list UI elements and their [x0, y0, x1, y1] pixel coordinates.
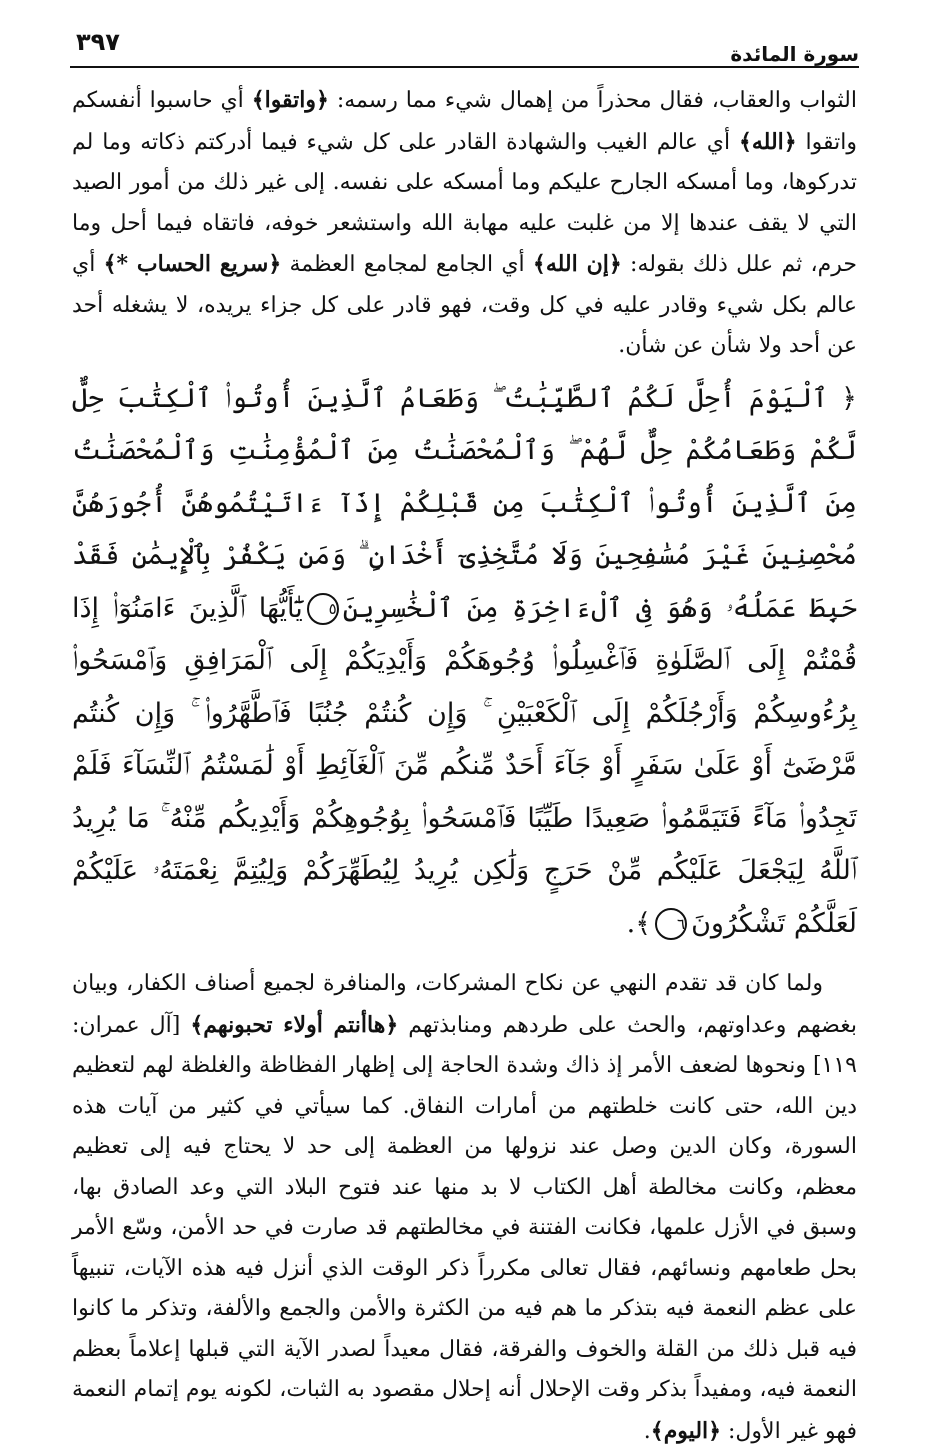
- surah-title: سورة المائدة: [730, 42, 859, 66]
- verse-text: يَٰٓأَيُّهَا ٱلَّذِينَ ءَامَنُوٓا۟ إِذَا قُمْتُمْ إِلَى ٱلصَّلَوٰةِ فَٱغْسِلُوا۟ وُجُوهَكُمْ وَأَيْدِيَكُمْ إِلَى ٱلْمَرَافِقِ وَٱمْسَحُوا۟ بِرُءُوسِكُمْ وَأَرْجُلَكُمْ إِلَى ٱلْكَعْبَيْنِ ۚ وَإِن كُنتُمْ جُنُبًا فَٱطَّهَّرُوا۟ ۚ وَإِن كُنتُم مَّرْضَىٰٓ أَوْ عَلَىٰ سَفَرٍ أَوْ جَآءَ أَحَدٌ مِّنكُم مِّنَ ٱلْغَآئِطِ أَوْ لَٰمَسْتُمُ ٱلنِّسَآءَ فَلَمْ تَجِدُوا۟ مَآءً فَتَيَمَّمُوا۟ صَعِيدًا طَيِّبًا فَٱمْسَحُوا۟ بِوُجُوهِكُمْ وَأَيْدِيكُم مِّنْهُ ۚ مَا يُرِيدُ ٱللَّهُ لِيَجْعَلَ عَلَيْكُم مِّنْ حَرَجٍ وَلَٰكِن يُرِيدُ لِيُطَهِّرَكُمْ وَلِيُتِمَّ نِعْمَتَهُۥ عَلَيْكُمْ لَعَلَّكُمْ تَشْكُرُونَ: [72, 592, 857, 939]
- page-content: [72, 80, 857, 1452]
- text-segment: الثواب والعقاب، فقال محذراً من إهمال شيء مما رسمه:: [328, 88, 857, 113]
- text-segment: .: [643, 1418, 651, 1444]
- verse-close-bracket: ﴾.: [626, 907, 652, 939]
- text-segment: أي الجامع لمجامع العظمة: [281, 252, 533, 277]
- page-header: [70, 26, 859, 68]
- quran-quote: ﴿هاأنتم أولاء تحبونهم﴾: [190, 1011, 399, 1038]
- ayah-number-marker: ٥: [307, 593, 339, 625]
- text-segment: [آل عمران: ١١٩] ونحوها لضعف الأمر إذ ذاك وشدة الحاجة إلى إظهار الفظاظة والغلظة لهم لتعظيم دين الله، حتى كانت خلطتهم من أمارات النفاق. كما سيأتي في كثير من آيات هذه السورة، وكان الدين وصل عند نزولها من العظمة إلى حد لا يحتاج فيه إلى تعظيم معظم، وكانت مخالطة أهل الكتاب لا بد منها عند فتوح البلاد التي وعد الصادق بها، وسبق في الأزل علمها، فكانت الفتنة في مخالطتهم قد صارت في حد الأمن، وسّع الأمر بحل طعامهم ونسائهم، فقال تعالى مكرراً ذكر الوقت الذي أنزل فيه هذه الآيات، تنبيهاً على عظم النعمة فيه بتذكر ما هم فيه من الكثرة والأمن والجمع والألفة، وتذكر ما كانوا فيه قبل ذلك من القلة والخوف والفرقة، فقال معيداً لصدر الآية التي قبلها إعلاماً بعظم النعمة فيه، ومفيداً بذكر وقت الإحلال أنه إحلال مقصود به الثبات، لكونه يوم إتمام النعمة فهو غير الأول:: [72, 1012, 857, 1444]
- quran-quote: ﴿سريع الحساب *﴾: [103, 251, 282, 277]
- quran-quote: ﴿إن الله﴾: [532, 251, 622, 277]
- quran-quote: ﴿اليوم﴾: [650, 1417, 722, 1444]
- text-segment: ولما كان قد تقدم النهي عن نكاح المشركات، والمنافرة لجميع أصناف الكفار، وبيان بغضهم وعداوتهم، والحث على طردهم ومنابذتهم: [72, 971, 857, 1038]
- verse-text: ٱلْيَوْمَ أُحِلَّ لَكُمُ ٱلطَّيِّبَٰتُ ۖ وَطَعَامُ ٱلَّذِينَ أُوتُوا۟ ٱلْكِتَٰبَ حِلٌّ لَّكُمْ وَطَعَامُكُمْ حِلٌّ لَّهُمْ ۖ وَٱلْمُحْصَنَٰتُ مِنَ ٱلْمُؤْمِنَٰتِ وَٱلْمُحْصَنَٰتُ مِنَ ٱلَّذِينَ أُوتُوا۟ ٱلْكِتَٰبَ مِن قَبْلِكُمْ إِذَآ ءَاتَيْتُمُوهُنَّ أُجُورَهُنَّ مُحْصِنِينَ غَيْرَ مُسَٰفِحِينَ وَلَا مُتَّخِذِىٓ أَخْدَانٍ ۗ وَمَن يَكْفُرْ بِٱلْإِيمَٰنِ فَقَدْ حَبِطَ عَمَلُهُۥ وَهُوَ فِى ٱلْءَاخِرَةِ مِنَ ٱلْخَٰسِرِينَ: [72, 382, 857, 624]
- verse-open-bracket: ﴿: [841, 382, 857, 414]
- commentary-paragraph-top: [72, 80, 857, 367]
- text-segment: أي حاسبوا أنفسكم واتقوا: [72, 88, 857, 155]
- ayah-number-marker: ٦: [655, 908, 687, 940]
- quran-quote: ﴿واتقوا﴾: [251, 87, 329, 113]
- text-segment: أي عالم بكل شيء وقادر عليه في كل وقت، فهو قادر على كل جزاء يريده، لا يشغله أحد عن أحد ولا شأن عن شأن.: [72, 252, 857, 358]
- text-segment: أي عالم الغيب والشهادة القادر على كل شيء فيما أدركتم ذكاته وما لم تدركوها، وما أمسكه الجارح عليكم وما أمسكه على نفسه. إلى غير ذلك من أمور الصيد التي لا يقف عندها إلا من غلبت عليه مهابة الله واستشعر خوفه، فاتقاه فيما أحل وما حرم، ثم علل ذلك بقوله:: [72, 129, 857, 277]
- quran-verse-block: [72, 373, 857, 951]
- commentary-paragraph-bottom: [72, 964, 857, 1452]
- quran-quote: ﴿الله﴾: [738, 128, 797, 155]
- page-number: ٣٩٧: [76, 28, 120, 56]
